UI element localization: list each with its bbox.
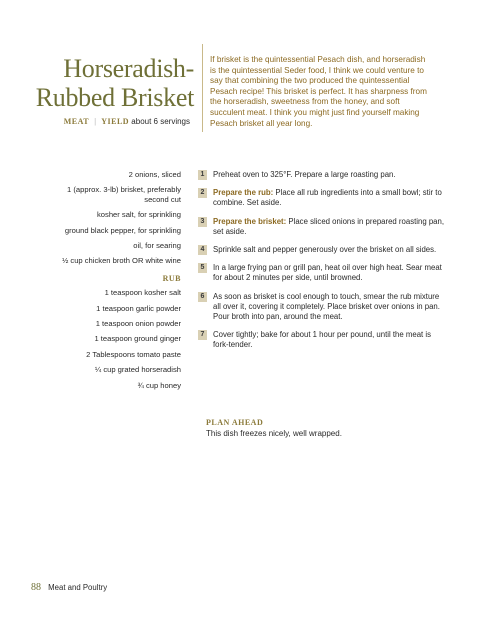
instruction-step bbox=[198, 188, 448, 208]
step-heading: Prepare the brisket: bbox=[213, 216, 287, 226]
step-text: As soon as brisket is cool enough to touch, smear the rub mixture all over it, covering it completely. Place brisket over onions in pan. Pour broth into pan, around the meat. bbox=[213, 291, 440, 322]
title-line-2: Rubbed Brisket bbox=[35, 83, 194, 112]
rub-ingredient-item: 1 teaspoon ground ginger bbox=[94, 334, 181, 344]
step-text: Sprinkle salt and pepper generously over the brisket on all sides. bbox=[213, 245, 437, 255]
instruction-step bbox=[198, 217, 448, 237]
ingredient-item: 1 (approx. 3-lb) brisket, preferably second cut bbox=[67, 185, 181, 204]
step-number-badge: 6 bbox=[198, 292, 207, 302]
yield-label: YIELD bbox=[101, 117, 130, 126]
step-number-badge: 4 bbox=[198, 245, 207, 255]
footer-section: Meat and Poultry bbox=[48, 583, 108, 592]
ingredient-item: ground black pepper, for sprinkling bbox=[64, 225, 181, 235]
rub-ingredient-item: 1 teaspoon garlic powder bbox=[96, 303, 181, 313]
intro-divider bbox=[202, 44, 203, 132]
ingredient-item: oil, for searing bbox=[133, 241, 181, 251]
instruction-step bbox=[198, 245, 448, 255]
instruction-step bbox=[198, 292, 448, 323]
ingredient-item: kosher salt, for sprinkling bbox=[97, 210, 181, 220]
step-number-badge: 3 bbox=[198, 217, 207, 227]
recipe-intro: If brisket is the quintessential Pesach dish, and horseradish is the quintessential Seder food, I think we could venture to say that combining the two produced the quintessential Pesach recipe! This brisket is perfect. It has sharpness from the horseradish, sweetness from the honey, and soft succulent meat. I think you might just find yourself making Pesach brisket all year long. bbox=[210, 55, 427, 128]
step-text: Preheat oven to 325°F. Prepare a large roasting pan. bbox=[213, 170, 396, 179]
page-number: 88 bbox=[31, 582, 41, 593]
rub-ingredient-item: 1 teaspoon onion powder bbox=[95, 319, 181, 329]
step-text: Place sliced onions in prepared roasting pan, set aside. bbox=[213, 216, 445, 236]
ingredient-item: 2 onions, sliced bbox=[128, 170, 181, 179]
page-footer bbox=[31, 582, 107, 593]
ingredient-item: ½ cup chicken broth OR white wine bbox=[61, 256, 181, 266]
step-text: Cover tightly; bake for about 1 hour per pound, until the meat is fork-tender. bbox=[213, 330, 432, 350]
plan-ahead-note bbox=[206, 418, 446, 438]
instruction-step bbox=[198, 263, 448, 283]
step-text: In a large frying pan or grill pan, heat oil over high heat. Sear meat for about 2 minutes per side, until browned. bbox=[213, 263, 442, 283]
plan-ahead-title: PLAN AHEAD bbox=[206, 418, 264, 427]
ingredients-list bbox=[60, 170, 181, 396]
step-heading: Prepare the rub: bbox=[213, 188, 274, 198]
step-text: Place all rub ingredients into a small bowl; stir to combine. Set aside. bbox=[213, 188, 442, 208]
rub-heading: RUB bbox=[162, 273, 181, 283]
category-label: MEAT bbox=[63, 117, 90, 126]
meta-divider: | bbox=[94, 117, 97, 126]
rub-ingredient-item: ¼ cup grated horseradish bbox=[94, 365, 181, 375]
recipe-title bbox=[34, 54, 194, 112]
step-number-badge: 2 bbox=[198, 188, 207, 198]
rub-ingredient-item: 2 Tablespoons tomato paste bbox=[86, 349, 181, 359]
step-number-badge: 1 bbox=[198, 170, 207, 180]
instruction-step bbox=[198, 330, 448, 350]
step-number-badge: 5 bbox=[198, 263, 207, 273]
rub-ingredient-item: ¾ cup honey bbox=[137, 380, 181, 390]
title-line-1: Horseradish- bbox=[63, 54, 194, 83]
plan-ahead-text: This dish freezes nicely, well wrapped. bbox=[206, 429, 342, 438]
yield-value: about 6 servings bbox=[131, 117, 190, 126]
recipe-meta bbox=[40, 117, 190, 126]
rub-ingredient-item: 1 teaspoon kosher salt bbox=[104, 288, 181, 298]
instruction-step bbox=[198, 170, 448, 180]
step-number-badge: 7 bbox=[198, 330, 207, 340]
instructions-list bbox=[198, 170, 448, 359]
